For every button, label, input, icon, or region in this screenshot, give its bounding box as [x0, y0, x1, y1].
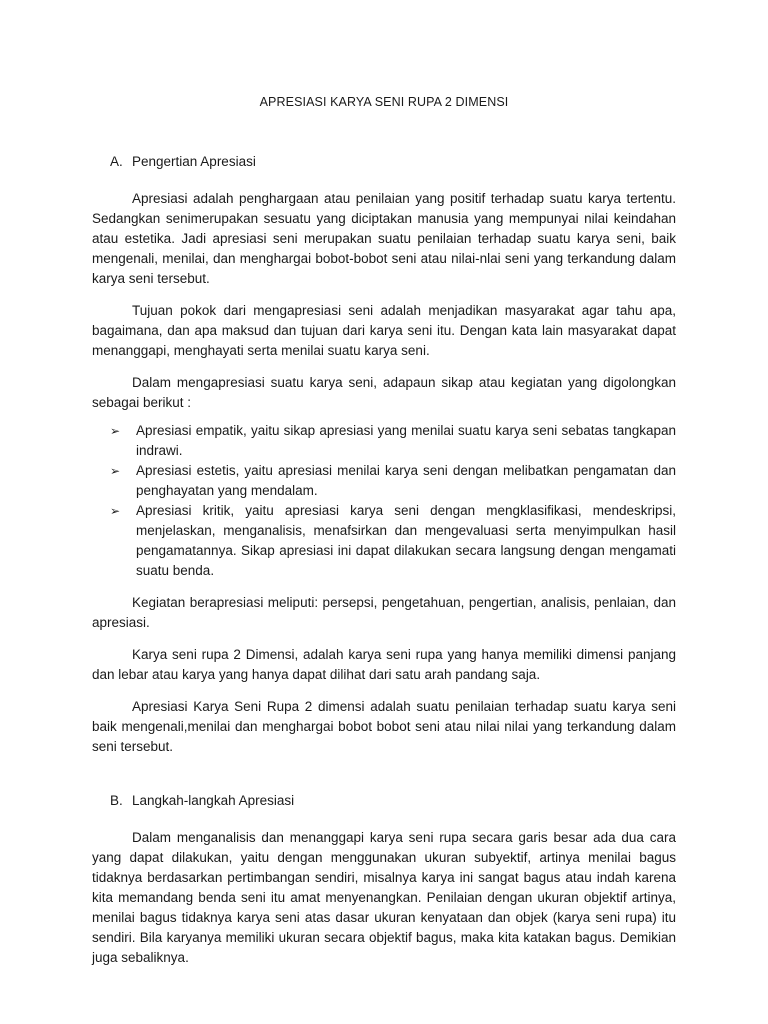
- list-item: [92, 461, 676, 501]
- list-item: [92, 501, 676, 581]
- section-b-title: Langkah-langkah Apresiasi: [132, 793, 295, 808]
- arrow-bullet-icon: ➢: [110, 424, 121, 438]
- section-b-letter: B.: [110, 793, 123, 808]
- section-a-title: Pengertian Apresiasi: [132, 154, 256, 169]
- section-b-heading: [92, 791, 676, 811]
- document-title: APRESIASI KARYA SENI RUPA 2 DIMENSI: [259, 95, 509, 109]
- list-item-text: Apresiasi estetis, yaitu apresiasi menilai karya seni dengan melibatkan pengamatan dan penghayatan yang mendalam.: [136, 463, 676, 498]
- arrow-bullet-icon: ➢: [110, 504, 121, 518]
- list-item-text: Apresiasi kritik, yaitu apresiasi karya seni dengan mengklasifikasi, mendeskripsi, menjelaskan, menganalisis, menafsirkan dan mengevaluasi serta menyimpulkan hasil pengamatannya. Sikap apresiasi ini dapat dilakukan secara langsung dengan mengamati suatu benda.: [136, 503, 676, 578]
- paragraph: Kegiatan berapresiasi meliputi: persepsi, pengetahuan, pengertian, analisis, penlaian, dan apresiasi.: [92, 595, 676, 630]
- paragraph: Tujuan pokok dari mengapresiasi seni adalah menjadikan masyarakat agar tahu apa, bagaimana, dan apa maksud dan tujuan dari karya seni itu. Dengan kata lain masyarakat dapat menanggapi, menghayati serta menilai suatu karya seni.: [92, 303, 676, 358]
- section-a-heading: [92, 152, 676, 172]
- paragraph: Karya seni rupa 2 Dimensi, adalah karya seni rupa yang hanya memiliki dimensi panjang dan lebar atau karya yang hanya dapat dilihat dari satu arah pandang saja.: [92, 647, 676, 682]
- paragraph: Dalam mengapresiasi suatu karya seni, adapaun sikap atau kegiatan yang digolongkan sebagai berikut :: [92, 375, 676, 410]
- paragraph: Apresiasi adalah penghargaan atau penilaian yang positif terhadap suatu karya tertentu. Sedangkan senimerupakan sesuatu yang diciptakan manusia yang mempunyai nilai keindahan atau estetika. Jadi apresiasi seni merupakan suatu penilaian terhadap suatu karya seni, baik mengenali, menilai, dan menghargai bobot-bobot seni atau nilai-nlai seni yang terkandung dalam karya seni tersebut.: [92, 191, 676, 286]
- arrow-bullet-icon: ➢: [110, 464, 121, 478]
- paragraph: Dalam menganalisis dan menanggapi karya seni rupa secara garis besar ada dua cara yang dapat dilakukan, yaitu dengan menggunakan ukuran subyektif, artinya menilai bagus tidaknya berdasarkan pertimbangan sendiri, misalnya karya ini sangat bagus atau indah karena kita memandang benda seni itu amat menyenangkan. Penilaian dengan ukuran objektif artinya, menilai bagus tidaknya karya seni atas dasar ukuran kenyataan dan objek (karya seni rupa) itu sendiri. Bila karyanya memiliki ukuran secara objektif bagus, maka kita katakan bagus. Demikian juga sebaliknya.: [92, 830, 676, 965]
- bullet-list: [92, 421, 676, 581]
- paragraph: Apresiasi Karya Seni Rupa 2 dimensi adalah suatu penilaian terhadap suatu karya seni baik mengenali,menilai dan menghargai bobot bobot seni atau nilai nilai yang terkandung dalam seni tersebut.: [92, 699, 676, 754]
- section-a-letter: A.: [110, 154, 123, 169]
- list-item: [92, 421, 676, 461]
- list-item-text: Apresiasi empatik, yaitu sikap apresiasi yang menilai suatu karya seni sebatas tangkapan indrawi.: [136, 423, 676, 458]
- spacer: [92, 769, 676, 791]
